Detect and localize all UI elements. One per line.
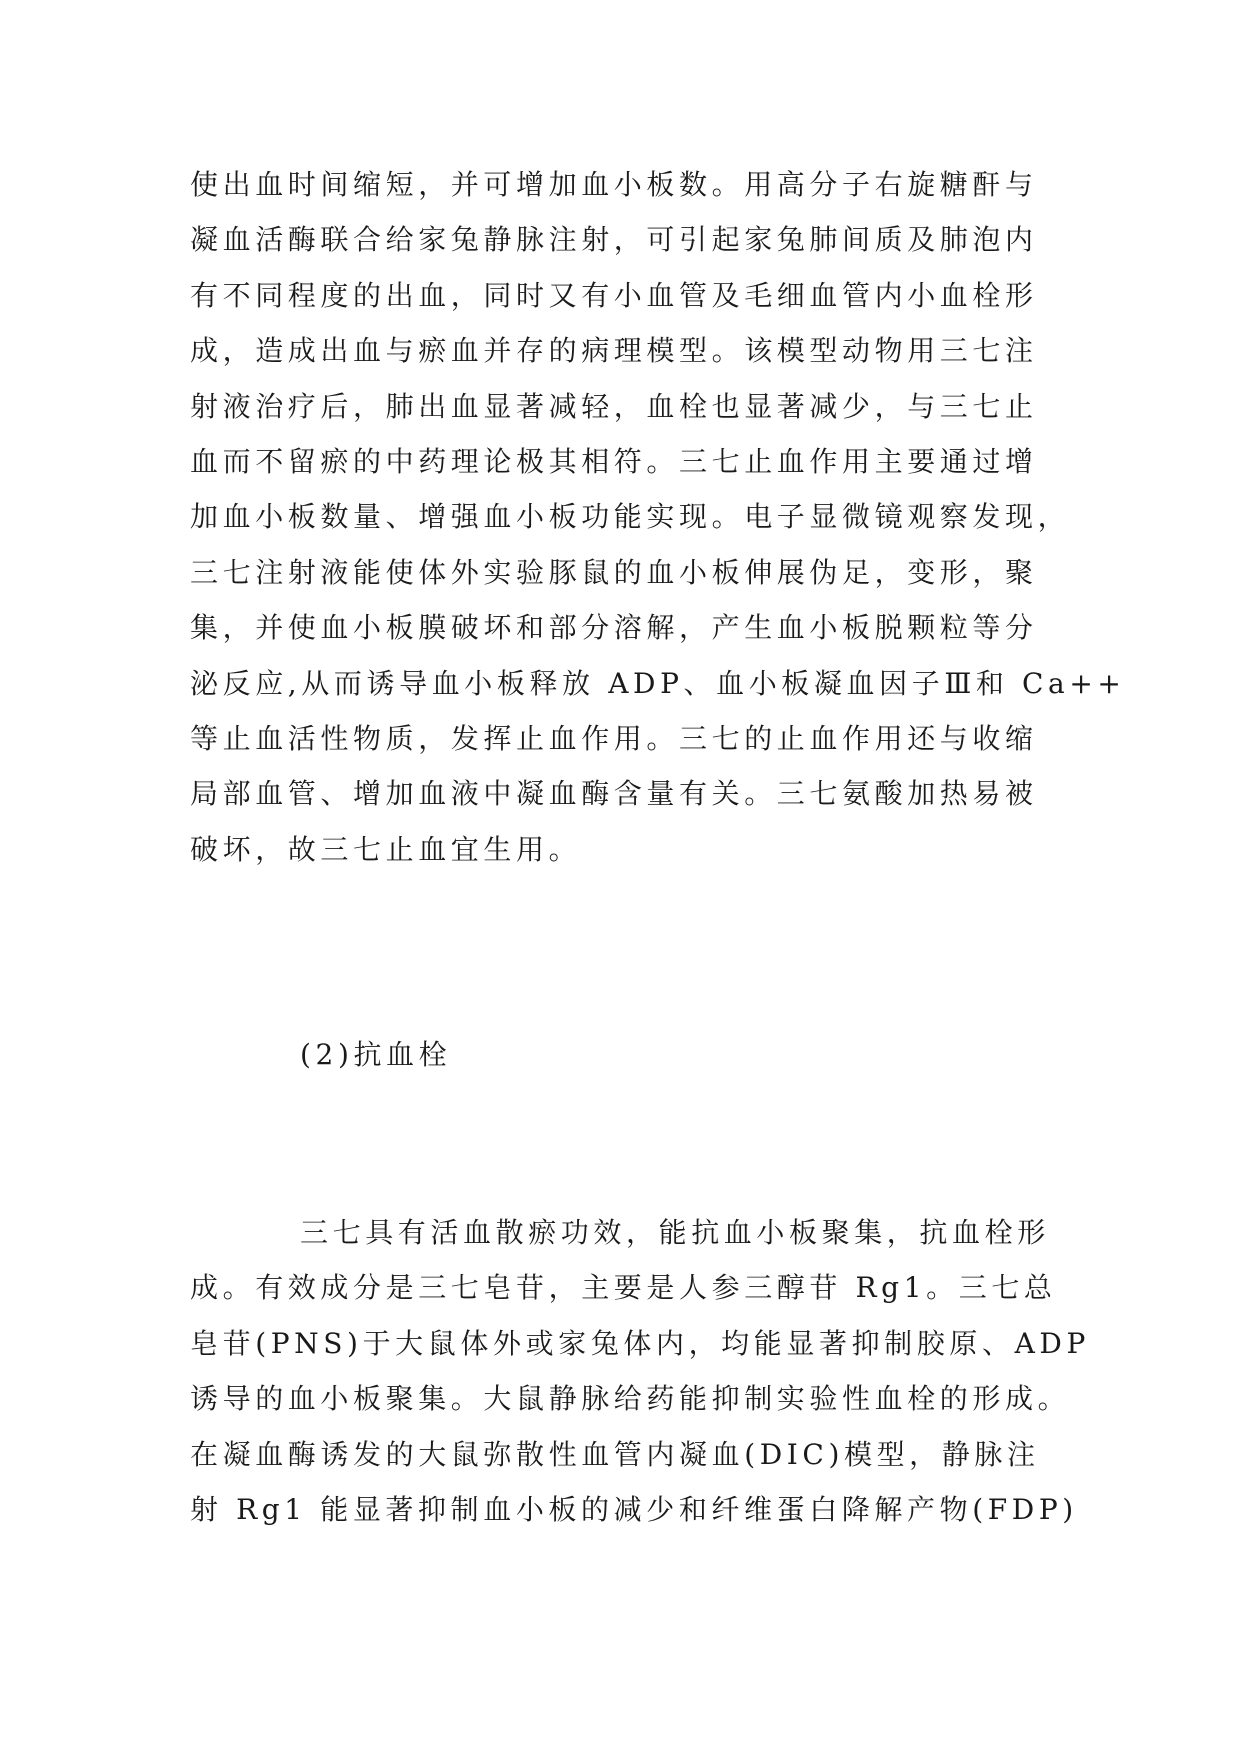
text-line: 成，造成出血与瘀血并存的病理模型。该模型动物用三七注 — [190, 334, 1038, 368]
text-line: 局部血管、增加血液中凝血酶含量有关。三七氨酸加热易被 — [190, 777, 1038, 811]
text-line: 有不同程度的出血，同时又有小血管及毛细血管内小血栓形 — [190, 278, 1038, 312]
text-line: 射液治疗后，肺出血显著减轻，血栓也显著减少，与三七止 — [190, 389, 1038, 423]
text-line: 诱导的血小板聚集。大鼠静脉给药能抑制实验性血栓的形成。 — [190, 1382, 1071, 1416]
text-line: 皂苷(PNS)于大鼠体外或家兔体内，均能显著抑制胶原、ADP — [190, 1326, 1090, 1360]
text-line: 集，并使血小板膜破坏和部分溶解，产生血小板脱颗粒等分 — [190, 611, 1038, 645]
text-line: 射 Rg1 能显著抑制血小板的减少和纤维蛋白降解产物(FDP) — [190, 1492, 1078, 1526]
text-line: 泌反应,从而诱导血小板释放 ADP、血小板凝血因子Ⅲ和 Ca++ — [190, 666, 1126, 700]
text-line: 在凝血酶诱发的大鼠弥散性血管内凝血(DIC)模型，静脉注 — [190, 1437, 1040, 1471]
text-line: 凝血活酶联合给家兔静脉注射，可引起家兔肺间质及肺泡内 — [190, 223, 1038, 257]
text-line: 使出血时间缩短，并可增加血小板数。用高分子右旋糖酐与 — [190, 168, 1038, 201]
text-line: 三七注射液能使体外实验豚鼠的血小板伸展伪足，变形，聚 — [190, 555, 1038, 589]
text-line: 加血小板数量、增强血小板功能实现。电子显微镜观察发现， — [190, 500, 1071, 534]
paragraph-hemostasis — [190, 157, 1126, 877]
text-line: 破坏，故三七止血宜生用。 — [190, 832, 582, 866]
section-heading: (2)抗血栓 — [300, 1038, 452, 1071]
text-line: 成。有效成分是三七皂苷，主要是人参三醇苷 Rg1。三七总 — [190, 1271, 1057, 1305]
paragraph-antithrombosis — [190, 1205, 1090, 1537]
text-line: 三七具有活血散瘀功效，能抗血小板聚集，抗血栓形 — [300, 1216, 1050, 1249]
text-line: 血而不留瘀的中药理论极其相符。三七止血作用主要通过增 — [190, 444, 1038, 478]
text-line: 等止血活性物质，发挥止血作用。三七的止血作用还与收缩 — [190, 721, 1038, 755]
